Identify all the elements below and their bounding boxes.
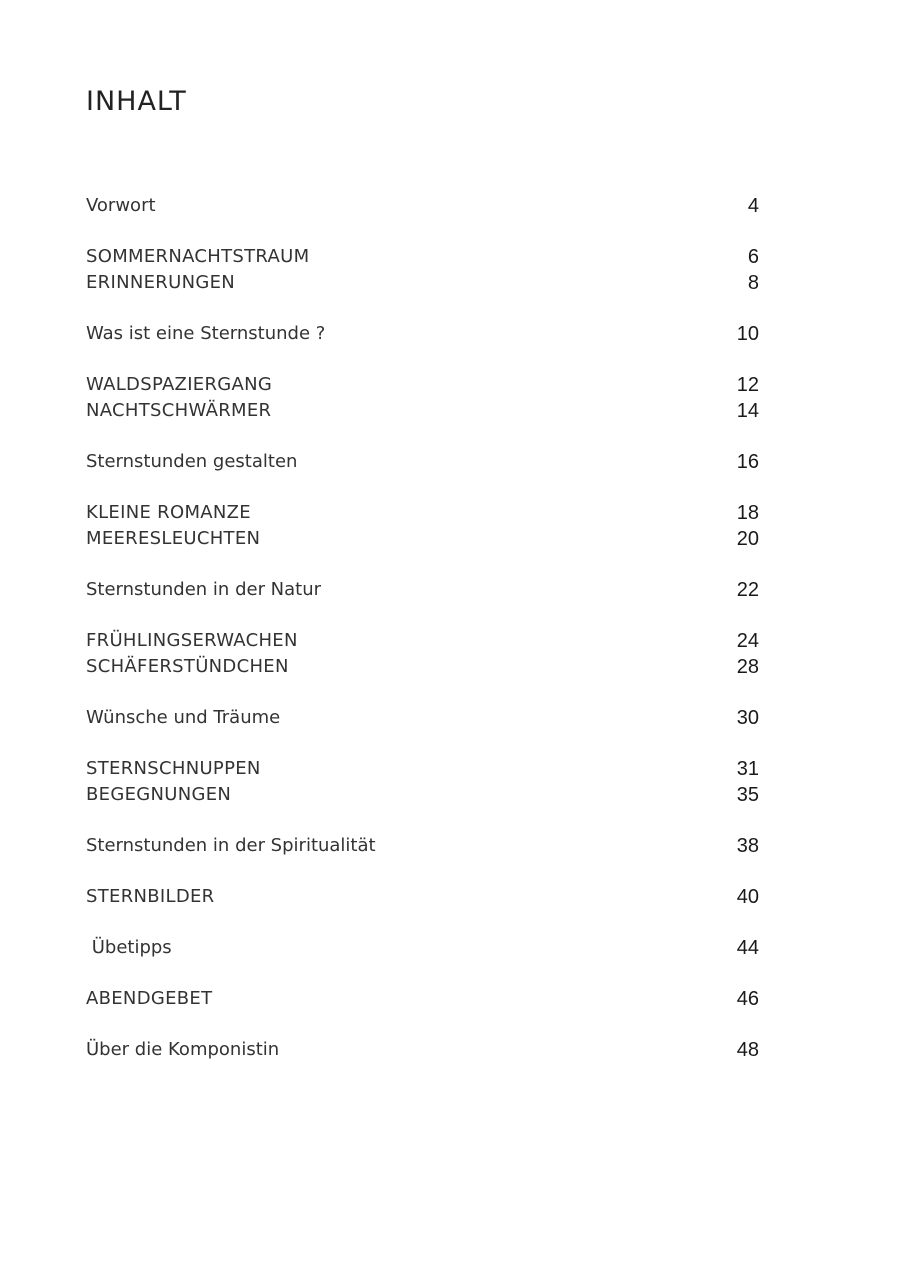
toc-entry-label: Sternstunden in der Spiritualität bbox=[86, 835, 376, 856]
toc-entry bbox=[86, 1037, 759, 1063]
toc-entry bbox=[86, 577, 759, 603]
toc-entry bbox=[86, 270, 759, 296]
page-title: INHALT bbox=[86, 86, 187, 117]
toc-entry bbox=[86, 833, 759, 859]
toc-entry bbox=[86, 935, 759, 961]
toc-entry-label: Sternstunden in der Natur bbox=[86, 579, 322, 600]
toc-entry-page: 4 bbox=[747, 195, 759, 217]
toc-entry bbox=[86, 244, 759, 270]
toc-entry-page: 35 bbox=[736, 784, 759, 806]
toc-entry-page: 8 bbox=[747, 272, 759, 294]
toc-entry-page: 14 bbox=[736, 400, 759, 422]
toc-entry-page: 12 bbox=[736, 374, 759, 396]
toc-entry-page: 18 bbox=[736, 502, 759, 524]
toc-entry-page: 38 bbox=[736, 835, 759, 857]
toc-entry-page: 16 bbox=[736, 451, 759, 473]
toc-entry bbox=[86, 500, 759, 526]
toc-entry-label: KLEINE ROMANZE bbox=[86, 502, 251, 523]
toc-entry bbox=[86, 628, 759, 654]
toc-entry bbox=[86, 193, 759, 219]
toc-entry-label: Was ist eine Sternstunde ? bbox=[86, 323, 326, 344]
toc-entry-page: 22 bbox=[736, 579, 759, 601]
toc-entry-page: 31 bbox=[736, 758, 759, 780]
toc-entry-label: STERNBILDER bbox=[86, 886, 215, 907]
toc-entry-label: BEGEGNUNGEN bbox=[86, 784, 232, 805]
toc-entry-label: NACHTSCHWÄRMER bbox=[86, 400, 272, 421]
toc-entry-page: 30 bbox=[736, 707, 759, 729]
toc-entry-label: WALDSPAZIERGANG bbox=[86, 374, 273, 395]
toc-entry-label: SCHÄFERSTÜNDCHEN bbox=[86, 656, 289, 677]
toc-entry-label: ERINNERUNGEN bbox=[86, 272, 236, 293]
toc-entry bbox=[86, 654, 759, 680]
toc-entry bbox=[86, 782, 759, 808]
toc-entry bbox=[86, 526, 759, 552]
toc-entry-label: ABENDGEBET bbox=[86, 988, 213, 1009]
toc-entry bbox=[86, 321, 759, 347]
toc-entry bbox=[86, 449, 759, 475]
toc-entry-page: 6 bbox=[747, 246, 759, 268]
toc-entry-label: Sternstunden gestalten bbox=[86, 451, 298, 472]
toc-entry-page: 48 bbox=[736, 1039, 759, 1061]
toc-entry-label: STERNSCHNUPPEN bbox=[86, 758, 261, 779]
toc-entry-page: 40 bbox=[736, 886, 759, 908]
toc-entry-label: FRÜHLINGSERWACHEN bbox=[86, 630, 298, 651]
toc-entry-page: 10 bbox=[736, 323, 759, 345]
toc-entry-page: 44 bbox=[736, 937, 759, 959]
toc-entry-label: SOMMERNACHTSTRAUM bbox=[86, 246, 310, 267]
toc-entry-page: 24 bbox=[736, 630, 759, 652]
toc-entry bbox=[86, 884, 759, 910]
toc-entry-label: Vorwort bbox=[86, 195, 156, 216]
toc-entry-label: Übetipps bbox=[86, 937, 172, 958]
table-of-contents bbox=[86, 193, 759, 1063]
toc-entry bbox=[86, 756, 759, 782]
toc-entry-page: 46 bbox=[736, 988, 759, 1010]
toc-entry-label: Wünsche und Träume bbox=[86, 707, 281, 728]
toc-entry bbox=[86, 705, 759, 731]
toc-entry bbox=[86, 372, 759, 398]
toc-entry-label: Über die Komponistin bbox=[86, 1039, 280, 1060]
toc-entry bbox=[86, 398, 759, 424]
toc-entry-page: 20 bbox=[736, 528, 759, 550]
toc-entry bbox=[86, 986, 759, 1012]
toc-entry-label: MEERESLEUCHTEN bbox=[86, 528, 261, 549]
toc-entry-page: 28 bbox=[736, 656, 759, 678]
